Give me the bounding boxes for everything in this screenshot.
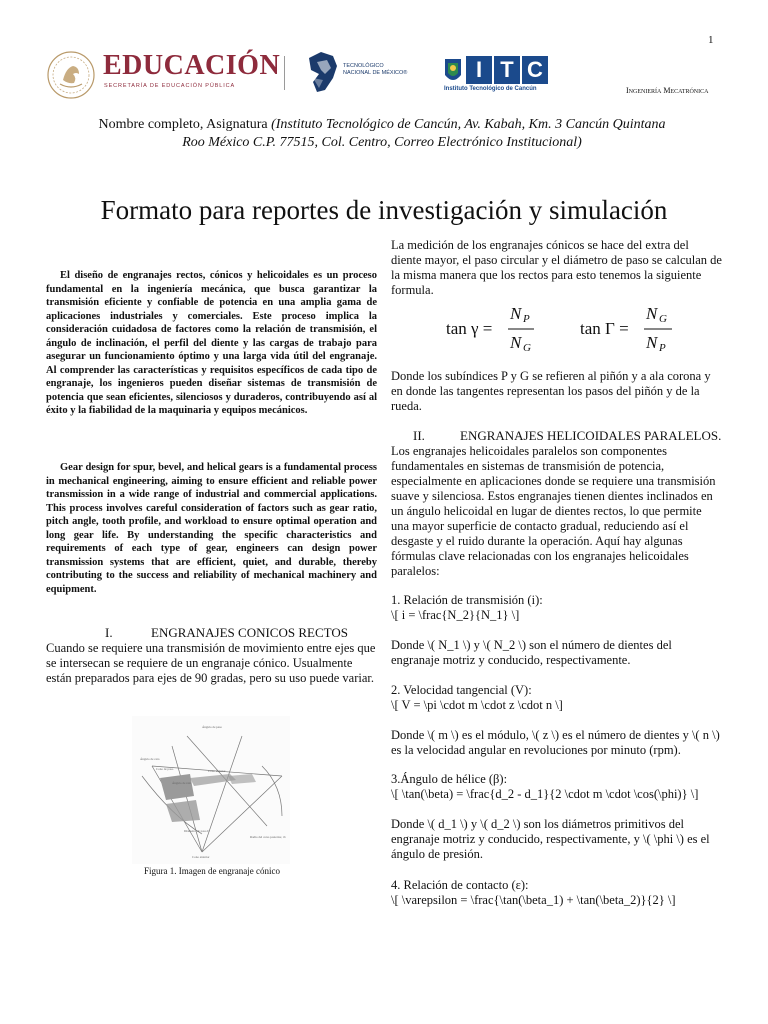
page-number: 1	[708, 34, 714, 46]
formula-right-num: N	[646, 304, 658, 323]
formula-right-fn: tan Γ =	[580, 319, 629, 338]
figure-label-cono-anterior-bottom: Cono anterior	[192, 855, 210, 859]
relacion-transmision-heading: 1. Relación de transmisión (i):	[391, 593, 543, 607]
itc-emblem-icon	[443, 57, 463, 85]
section-1-title: ENGRANAJES CONICOS RECTOS	[151, 625, 348, 640]
figure-label-diametro-paso: Diámetro de paso D	[184, 829, 210, 833]
department-label: Ingeniería Mecatrónica	[626, 86, 709, 95]
paragraph-helicoidales: Los engranajes helicoidales paralelos son componentes fundamentales en sistemas de transmisión de potencia, especialmente en aplicaciones donde se requiere una transmisión suave y silenciosa. Estos engranajes tienen dientes inclinados en un ángulo helicoidal en lugar de dientes rectos, lo que permite una mayor superficie de contacto gradual, reduciendo así el desgaste y el ruido durante la operación. Aquí hay algunas fórmulas clave relacionadas con los engranajes helicoidales paralelos:	[391, 444, 716, 578]
tecnm-line-1: TECNOLÓGICO	[343, 63, 384, 69]
formula-right-den: N	[646, 333, 658, 352]
angulo-donde: Donde \( d_1 \) y \( d_2 \) son los diámetros primitivos del engranaje motriz y conducido, respectivamente, y \( \phi \) es el ángulo de presión.	[391, 817, 710, 861]
mexico-seal-logo	[46, 50, 96, 100]
relacion-transmision-donde: Donde \( N_1 \) y \( N_2 \) son el número de dientes del engranaje motriz y conducido, respectivamente.	[391, 638, 672, 667]
formula-right-num-sub: G	[659, 313, 667, 325]
figure-label-cono-paso: Cono de paso	[156, 767, 174, 771]
affiliation-line-2: Roo México C.P. 77515, Col. Centro, Correo Electrónico Institucional)	[182, 135, 582, 150]
formula-left-num-sub: P	[523, 313, 530, 325]
contacto-heading: 4. Relación de contacto (ε):	[391, 878, 529, 892]
paragraph-medicion: La medición de los engranajes cónicos se hace del extra del diente mayor, el paso circular y el diámetro de paso se calculan de la misma manera que los rectos para esto tenemos la siguiente formula.	[391, 238, 722, 297]
angulo-heading: 3.Ángulo de hélice (β):	[391, 772, 508, 786]
tangent-formula	[440, 298, 690, 358]
section-2-number: II.	[413, 428, 425, 443]
figure-label-radio-cono: Radio del cono posterior, rb	[250, 835, 286, 839]
itc-logo-caption: Instituto Tecnológico de Cancún	[444, 86, 537, 92]
tecnm-logo-text	[343, 63, 407, 77]
formula-left-fn: tan γ =	[446, 319, 493, 338]
velocidad-donde: Donde \( m \) es el módulo, \( z \) es el número de dientes y \( n \) es la velocidad angular en revoluciones por minuto (rpm).	[391, 728, 720, 757]
author-affiliation	[70, 116, 694, 152]
velocidad-latex: \[ V = \pi \cdot m \cdot z \cdot n \]	[391, 698, 563, 712]
paragraph-subindices: Donde los subíndices P y G se refieren al piñón y a ala corona y en donde las tangentes representan los pasos del piñón y de la rueda.	[391, 369, 711, 413]
itc-letter-i: I	[466, 56, 492, 84]
header-divider	[284, 56, 285, 90]
document-title: Formato para reportes de investigación y simulación	[100, 195, 668, 225]
relacion-transmision-latex: \[ i = \frac{N_2}{N_1} \]	[391, 608, 520, 622]
section-1-heading	[105, 625, 365, 641]
educacion-logo-title: EDUCACIÓN	[103, 50, 281, 81]
angulo-latex: \[ \tan(\beta) = \frac{d_2 - d_1}{2 \cdot m \cdot \cos(\phi)} \]	[391, 787, 699, 801]
velocidad-heading: 2. Velocidad tangencial (V):	[391, 683, 532, 697]
abstract-spanish: El diseño de engranajes rectos, cónicos y helicoidales es un proceso fundamental en la ingeniería mecánica, que busca garantizar la transmisión eficiente y confiable de potencia en una amplia gama de aplicaciones industriales y comerciales. Este proceso implica la consideración cuidadosa de factores como la relación de transmisión, el ángulo de inclinación, el perfil del diente y las cargas de trabajo para asegurar un funcionamiento óptimo y una larga vida útil del engranaje. Al comprender las características y requisitos específicos de cada tipo de engranaje, los ingenieros pueden diseñar sistemas de transmisión de potencia que sean eficientes, silenciosos y duraderos, contribuyendo así al éxito y la fiabilidad de la maquinaria y equipos mecánicos.	[46, 270, 377, 416]
section-1-body: Cuando se requiere una transmisión de movimiento entre ejes que se intersecan se requiere de un engranaje cónico. Usualmente están preparados para ejes de 90 gradas, pero su uso puede variar.	[46, 641, 376, 685]
section-2-heading	[413, 428, 723, 444]
tangent-formula-svg	[440, 298, 690, 358]
itc-letter-t: T	[494, 56, 520, 84]
figure-label-angulo-paso: Ángulo de paso	[202, 725, 223, 729]
tecnm-line-2: NACIONAL DE MÉXICO®	[343, 70, 408, 76]
formula-left-num: N	[510, 304, 522, 323]
affiliation-line-1: (Instituto Tecnológico de Cancún, Av. Kabah, Km. 3 Cancún Quintana	[271, 117, 666, 132]
itc-logo	[466, 56, 548, 84]
formula-left-den: N	[510, 333, 522, 352]
figure-caption: Figura 1. Imagen de engranaje cónico	[144, 866, 280, 876]
section-2-title: ENGRANAJES HELICOIDALES PARALELOS.	[460, 428, 722, 443]
educacion-logo-subtitle: SECRETARÍA DE EDUCACIÓN PÚBLICA	[104, 83, 236, 89]
section-1-number: I.	[105, 625, 113, 640]
tecnm-eagle-icon	[303, 48, 343, 96]
itc-letter-c: C	[522, 56, 548, 84]
abstract-english: Gear design for spur, bevel, and helical gears is a fundamental process in mechanical engineering, aiming to ensure efficient and reliable power transmission in a wide range of industrial and commercial applications. This process involves careful consideration of factors such as gear ratio, pitch angle, tooth profile, and workload to ensure optimal operation and long gear life. By understanding the specific characteristics and requirements of each type of gear, engineers can design power transmission systems that are efficient, quiet, and durable, thereby contributing to the success and reliability of mechanical machinery and equipment.	[46, 462, 377, 595]
formula-right-den-sub: P	[659, 342, 666, 354]
figure-label-cono-anterior: Cono anterior	[208, 769, 226, 773]
figure-label-angulo-raiz: Ángulo de raíz	[172, 781, 191, 785]
contacto-latex: \[ \varepsilon = \frac{\tan(\beta_1) + \tan(\beta_2)}{2} \]	[391, 893, 676, 907]
formula-left-den-sub: G	[523, 342, 531, 354]
figure-label-angulo-cara: Ángulo de cara	[140, 757, 160, 761]
bevel-gear-figure	[132, 716, 290, 864]
author-name: Nombre completo, Asignatura	[98, 117, 272, 132]
